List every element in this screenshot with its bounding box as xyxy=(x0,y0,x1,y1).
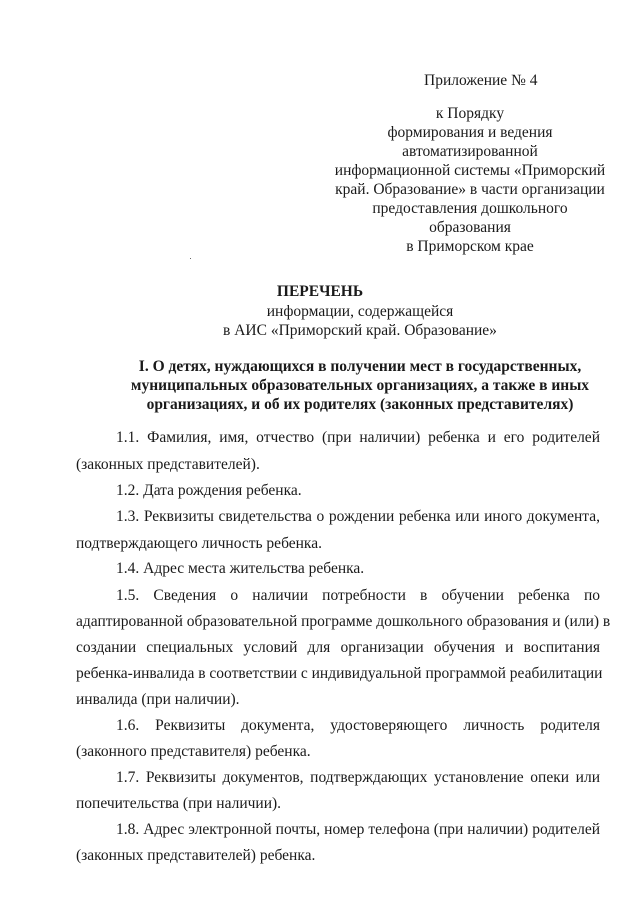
item-1-2-line: 1.2. Дата рождения ребенка. xyxy=(116,482,302,499)
appendix-line: информационной системы «Приморский xyxy=(334,162,606,179)
appendix-line: образования xyxy=(429,219,511,236)
appendix-line: предоставления дошкольного xyxy=(372,200,568,217)
item-1-8-line: (законных представителей) ребенка. xyxy=(76,847,316,864)
subtitle-line: в АИС «Приморский край. Образование» xyxy=(223,322,497,339)
document-subtitle xyxy=(40,302,640,340)
item-1-5-line: создании специальных условий для организации обучения и воспитания xyxy=(76,639,600,656)
appendix-line: формирования и ведения xyxy=(387,124,553,141)
item-1-6-line: (законного представителя) ребенка. xyxy=(76,743,311,760)
section-heading xyxy=(40,357,640,414)
item-1-7-line: 1.7. Реквизиты документов, подтверждающих установление опеки или xyxy=(116,769,600,786)
appendix-line: край. Образование» в части организации xyxy=(335,181,605,198)
appendix-line: к Порядку xyxy=(435,105,505,122)
section-heading-line: муниципальных образовательных организациях, а также в иных xyxy=(130,377,590,394)
appendix-line: в Приморском крае xyxy=(406,238,534,255)
appendix-reference xyxy=(300,104,640,256)
document-title: ПЕРЕЧЕНЬ xyxy=(276,283,364,300)
item-1-3-line: 1.3. Реквизиты свидетельства о рождении ребенка или иного документа, xyxy=(116,508,600,525)
item-1-1-line: 1.1. Фамилия, имя, отчество (при наличии) ребенка и его родителей xyxy=(116,429,600,446)
item-1-5-line: ребенка-инвалида в соответствии с индивидуальной программой реабилитации xyxy=(76,665,603,682)
item-1-1-line: (законных представителей). xyxy=(76,456,260,473)
item-1-3-line: подтверждающего личность ребенка. xyxy=(76,535,322,552)
section-heading-line: организациях, и об их родителях (законных представителях) xyxy=(146,396,574,413)
appendix-number: Приложение № 4 xyxy=(424,72,538,89)
item-1-7-line: попечительства (при наличии). xyxy=(76,795,282,812)
item-1-5-line: адаптированной образовательной программе дошкольного образования и (или) в xyxy=(76,613,611,630)
appendix-line: автоматизированной xyxy=(402,143,538,160)
item-1-5-line: инвалида (при наличии). xyxy=(76,691,240,708)
item-1-6-line: 1.6. Реквизиты документа, удостоверяющего личность родителя xyxy=(116,717,600,734)
item-1-5-line: 1.5. Сведения о наличии потребности в обучении ребенка по xyxy=(116,587,600,604)
scan-speck xyxy=(190,258,191,259)
subtitle-line: информации, содержащейся xyxy=(266,303,454,320)
item-1-8-line: 1.8. Адрес электронной почты, номер телефона (при наличии) родителей xyxy=(116,821,600,838)
section-heading-line: I. О детях, нуждающихся в получении мест в государственных, xyxy=(138,358,582,375)
item-1-4-line: 1.4. Адрес места жительства ребенка. xyxy=(116,560,365,577)
